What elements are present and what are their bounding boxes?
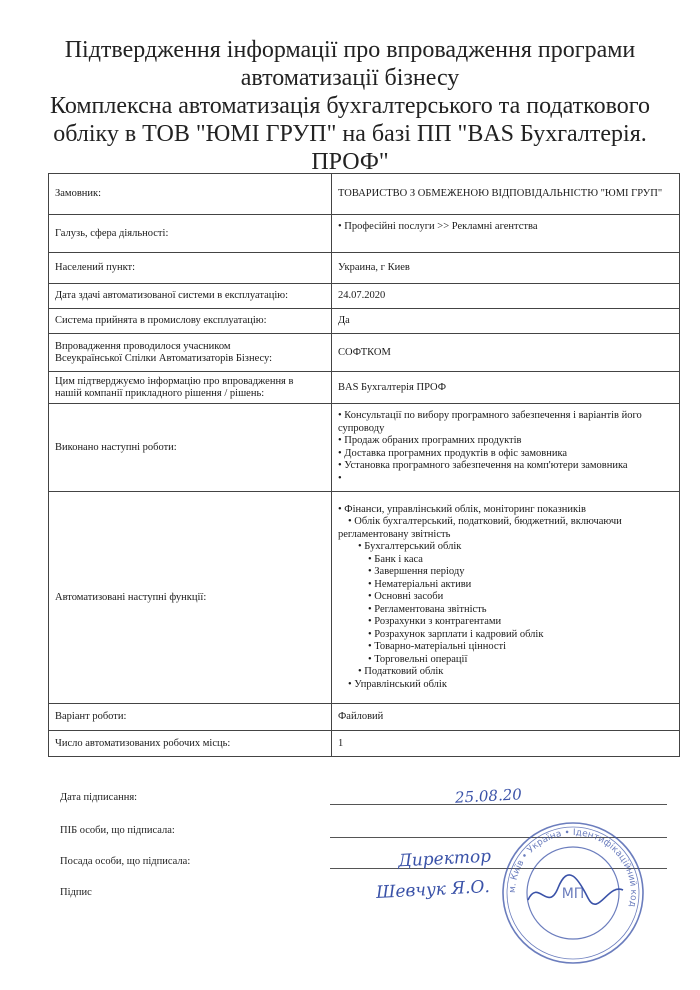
handwritten-name: Шевчук Я.О. xyxy=(375,877,491,903)
row-value: BAS Бухгалтерія ПРОФ xyxy=(332,372,680,404)
row-label: Система прийнята в промислову експлуатацію: xyxy=(49,309,332,334)
row-value: Да xyxy=(332,309,680,334)
list-item: • Банк і каса xyxy=(368,553,423,565)
list-item: • Товарно-матеріальні цінності xyxy=(368,641,507,653)
list-item: • Основні засоби xyxy=(368,591,444,603)
list-item: • Облік бухгалтерський, податковий, бюджетний, включаючи xyxy=(348,516,622,528)
table-row xyxy=(49,334,680,372)
list-item: • Нематеріальні активи xyxy=(368,578,472,590)
signature-name-label: ПІБ особи, що підписала: xyxy=(60,825,175,836)
row-label-line: Впровадження проводилося учасником xyxy=(55,340,231,352)
stamp-center: МП xyxy=(561,886,585,902)
row-label-line: Всеукраїнської Спілки Автоматизаторів Бізнесу: xyxy=(55,352,273,364)
row-label-line: Цим підтверджуємо інформацію про впровадження в xyxy=(55,375,294,387)
row-value: • Професійні послуги >> Рекламні агентства xyxy=(332,215,680,253)
table-row xyxy=(49,372,680,404)
table-row xyxy=(49,215,680,253)
handwritten-position: Директор xyxy=(397,846,492,872)
list-item: • Регламентована звітність xyxy=(368,603,487,615)
table-row xyxy=(49,309,680,334)
row-label: Замовник: xyxy=(49,174,332,215)
list-item: • Доставка програмних продуктів в офіс замовника xyxy=(338,447,568,459)
row-label: Число автоматизованих робочих місць: xyxy=(49,731,332,757)
list-item: • Установка програмного забезпечення на комп'ютери замовника xyxy=(338,460,628,471)
info-table xyxy=(48,173,680,757)
functions-list xyxy=(332,492,680,704)
table-row xyxy=(49,284,680,309)
list-item: • Консультації по вибору програмного забезпечення і варіантів його супроводу xyxy=(338,410,642,434)
table-row xyxy=(49,731,680,757)
row-label xyxy=(49,334,332,372)
list-item: • Розрахунки з контрагентами xyxy=(368,616,502,628)
row-value: 24.07.2020 xyxy=(332,284,680,309)
works-list xyxy=(332,404,680,492)
row-label: Виконано наступні роботи: xyxy=(49,404,332,492)
list-item: • Завершення періоду xyxy=(368,566,465,578)
list-item: • Бухгалтерський облік xyxy=(358,541,462,553)
signature-date-label: Дата підписання: xyxy=(60,792,138,803)
row-value: СОФТКОМ xyxy=(332,334,680,372)
list-item: • Фінанси, управлінський облік, моніторинг показників xyxy=(338,503,586,515)
title-line: автоматизації бізнесу xyxy=(240,65,460,91)
list-item: • Податковий облік xyxy=(358,666,444,678)
row-value: 1 xyxy=(332,731,680,757)
title-line: обліку в ТОВ "ЮМІ ГРУП" на базі ПП "BAS Бухгалтерія. xyxy=(53,121,647,147)
list-item: • xyxy=(338,472,342,484)
row-value: Украина, г Киев xyxy=(332,253,680,284)
table-row xyxy=(49,492,680,704)
list-item: • Торговельні операції xyxy=(368,653,468,665)
row-label: Населений пункт: xyxy=(49,253,332,284)
row-label-line: нашій компанії прикладного рішення / рішень: xyxy=(55,387,265,399)
table-row xyxy=(49,704,680,731)
handwritten-date: 25.08.20 xyxy=(454,785,523,807)
table-row xyxy=(49,174,680,215)
signature-sign-label: Підпис xyxy=(60,887,92,898)
title-line: Підтвердження інформації про впровадження програми xyxy=(64,37,636,63)
row-label: Варіант роботи: xyxy=(49,704,332,731)
stamp-text: м. Київ • Україна • Ідентифікаційний код xyxy=(507,827,639,908)
row-label: Дата здачі автоматизованої системи в експлуатацію: xyxy=(49,284,332,309)
title-line: Комплексна автоматизація бухгалтерського та податкового xyxy=(50,93,650,119)
row-label xyxy=(49,372,332,404)
row-value: ТОВАРИСТВО З ОБМЕЖЕНОЮ ВІДПОВІДАЛЬНІСТЮ "ЮМІ ГРУП" xyxy=(332,174,680,215)
table-row xyxy=(49,404,680,492)
row-label: Автоматизовані наступні функції: xyxy=(49,492,332,704)
list-item: • Управлінський облік xyxy=(348,678,447,690)
list-item: регламентовану звітність xyxy=(338,528,451,540)
title-line: ПРОФ" xyxy=(311,149,389,175)
signature-position-label: Посада особи, що підписала: xyxy=(60,856,191,867)
list-item: • Розрахунок зарплати і кадровий облік xyxy=(368,628,544,640)
stamp-icon xyxy=(498,818,648,968)
row-value: Файловий xyxy=(332,704,680,731)
table-row xyxy=(49,253,680,284)
row-label: Галузь, сфера діяльності: xyxy=(49,215,332,253)
page-title xyxy=(40,36,660,176)
list-item: • Продаж обраних програмних продуктів xyxy=(338,435,522,446)
